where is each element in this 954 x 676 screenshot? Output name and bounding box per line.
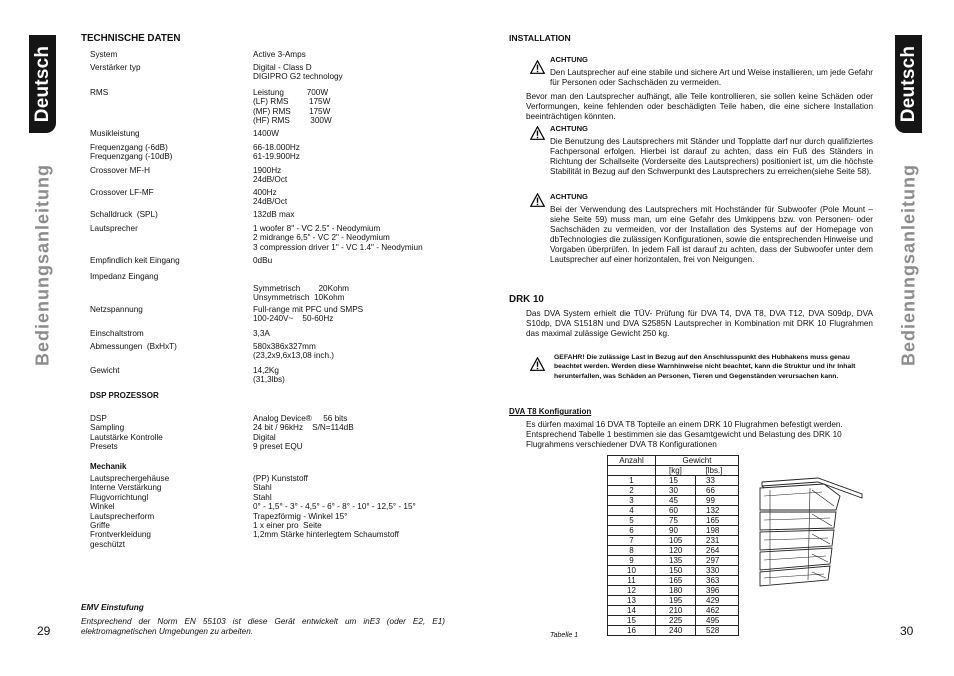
table-cell: 231 [696,536,739,546]
table-cell: 8 [608,546,656,556]
config-heading: DVA T8 Konfiguration [509,407,592,416]
table-cell: 210 [656,606,696,616]
table-cell: 195 [656,596,696,606]
section-heading-technical-data: TECHNISCHE DATEN [81,33,181,44]
table-cell: 9 [608,556,656,566]
table-cell: 3 [608,496,656,506]
table-row [608,576,739,586]
table-cell: 66 [696,486,739,496]
spec-label: Empfindlich keit Eingang [90,256,180,265]
spec-value: Leistung 700W (LF) RMS 175W (MF) RMS 175W (HF) RMS 300W [253,88,332,126]
table-cell: 45 [656,496,696,506]
spec-value: 400Hz 24dB/Oct [253,188,288,207]
warning-text: Die Benutzung des Lautsprechers mit Ständer und Topplatte darf nur durch qualifiziertes Fachpersonal erfolgen. Hierbei ist darauf zu achten, dass ein Fuß des Ständers in Richtung der Schallseite (Vorderseite des Lautsprechers) positioniert ist, um die höchste Stabilität in Bezug auf den Schwerpunkt des Lautsprechers zu erreichen(siehe Seite 58). [550,137,873,176]
language-tab [895,35,922,133]
table-cell: 264 [696,546,739,556]
table-cell: 5 [608,516,656,526]
table-cell: 240 [656,626,696,636]
spec-value: 1400W [253,129,279,138]
table-row [608,486,739,496]
spec-value: Symmetrisch 20Kohm Unsymmetrisch 10Kohm [253,284,350,303]
table-cell: 330 [696,566,739,576]
page-number-right: 30 [900,624,914,638]
table-cell: 13 [608,596,656,606]
table-row [608,496,739,506]
table-cell: 363 [696,576,739,586]
table-cell: 1 [608,476,656,486]
spec-value: Active 3-Amps [253,50,306,59]
language-tab [29,35,56,133]
section-heading-drk10: DRK 10 [509,294,544,305]
table-cell: 90 [656,526,696,536]
spec-value: 14,2Kg (31,3lbs) [253,366,285,385]
warning-title: ACHTUNG [550,55,588,64]
table-row [608,616,739,626]
table-cell: 396 [696,586,739,596]
page-number-left: 29 [37,624,51,638]
table-cell: 165 [696,516,739,526]
spec-label: Crossover MF-H [90,166,151,175]
drk10-paragraph: Das DVA System erhielt die TÜV- Prüfung für DVA T4, DVA T8, DVA T12, DVA S09dp, DVA S10dp, DVA S1518N und DVA S2585N Lautsprecher in Kombination mit DRK 10 Flugrahmen das maximal zulässige Gewicht 250 kg. [526,309,873,338]
table-cell: 2 [608,486,656,496]
spec-label: Schalldruck (SPL) [90,210,158,219]
spec-label: Einschaltstrom [90,329,144,338]
spec-value: 3,3A [253,329,270,338]
spec-label: Musikleistung [90,129,140,138]
warning-title: ACHTUNG [550,124,588,133]
table-cell: 15 [656,476,696,486]
dsp-value: Analog Device® 56 bits 24 bit / 96kHz S/N=114dB Digital 9 preset EQU [253,414,354,452]
header-count: Anzahl [608,456,656,466]
table-cell: 105 [656,536,696,546]
emv-text: Entsprechend der Norm EN 55103 ist diese Gerät entwickelt um inE3 (oder E2, E1) elektromagnetischen Umgebungen zu arbeiten. [81,617,445,636]
table-row [608,536,739,546]
spec-value: 66-18.000Hz 61-19.900Hz [253,143,300,162]
language-tab-label: Deutsch [31,45,53,123]
spec-label: Gewicht [90,366,120,375]
mechanics-heading: Mechanik [90,462,127,471]
spec-label: Netzspannung [90,305,143,314]
table-subheader-row [608,466,739,476]
table-row [608,506,739,516]
header-kg: [kg] [656,466,696,476]
table-cell: 6 [608,526,656,536]
table-cell: 60 [656,506,696,516]
spec-label: Impedanz Eingang [90,272,159,281]
table-cell: 10 [608,566,656,576]
language-tab-label: Deutsch [897,45,919,123]
mech-label: Lautsprechergehäuse Interne Verstärkung Flugvorrichtungl Winkel Lautsprecherform Griffe Frontverkleidung geschützt [90,474,170,549]
table-row [608,586,739,596]
table-cell: 30 [656,486,696,496]
table-cell: 33 [696,476,739,486]
warning-title: ACHTUNG [550,192,588,201]
dsp-label: DSP Sampling Lautstärke Kontrolle Presets [90,414,163,452]
table-cell: 165 [656,576,696,586]
table-cell: 225 [656,616,696,626]
table-cell: 297 [696,556,739,566]
spec-value: 1 woofer 8" - VC 2.5" - Neodymium 2 midrange 6,5" - VC 2" - Neodymium 3 compression driver 1" - VC 1.4" - Neodymiun [253,224,423,252]
emv-heading: EMV Einstufung [81,603,144,612]
table-cell: 16 [608,626,656,636]
table-cell: 429 [696,596,739,606]
table-caption: Tabelle 1 [550,632,579,639]
table-cell: 99 [696,496,739,506]
spec-value: 1900Hz 24dB/Oct [253,166,288,185]
table-cell: 7 [608,536,656,546]
spec-value: 580x386x327mm (23,2x9,6x13,08 inch.) [253,342,335,361]
header-empty [608,466,656,476]
table-cell: 135 [656,556,696,566]
installation-paragraph: Bevor man den Lautsprecher aufhängt, alle Teile kontrollieren, sie sollen keine Schäden oder Verformungen, keine fehlenden oder beschädigten Teile haben, die eine sichere Installation beeinträchtigen könnten. [526,92,873,121]
spec-value: Digital - Class D DIGIPRO G2 technology [253,63,343,82]
table-header-row [608,456,739,466]
spec-label: System [90,50,118,59]
spec-value: Full-range mit PFC und SMPS 100-240V~ 50-60Hz [253,305,364,324]
spec-label: Lautsprecher [90,224,138,233]
table-row [608,566,739,576]
spec-value: 0dBu [253,256,273,265]
manual-title: Bedienungsanleitung [32,163,52,367]
warning-icon [530,193,545,207]
warning-icon [530,60,545,74]
table-row [608,546,739,556]
table-cell: 11 [608,576,656,586]
table-cell: 150 [656,566,696,576]
manual-title: Bedienungsanleitung [898,163,918,367]
header-weight: Gewicht [656,456,739,466]
table-cell: 132 [696,506,739,516]
table-cell: 120 [656,546,696,556]
spec-label: Verstärker typ [90,63,141,72]
danger-text: GEFAHR! Die zulässige Last in Bezug auf den Anschlusspunkt des Hubhakens muss genau beachtet werden. Werden diese Warnhinweise nicht beachtet, kann die Struktur und ihr Inhalt herunterfallen, was Schäden an Personen, Tieren und Gegenständen verursachen kann. [554,354,856,380]
table-row [608,556,739,566]
warning-text: Den Lautsprecher auf eine stabile und sichere Art und Weise installieren, um jede Gefahr für Personen oder Sachschäden zu vermeiden. [550,68,873,87]
table-cell: 12 [608,586,656,596]
warning-text: Bei der Verwendung des Lautsprechers mit Hochständer für Subwoofer (Pole Mount – siehe Seite 59) muss man, um eine Gefahr des Umkippens bzw. von Personen- oder Sachschäden zu vermeiden, vor der Installation des Systems auf der Homepage von dbTechnologies die zulässigen Konfigurationen, sowie die entsprechenden Hinweise und Vorgaben überprüfen. In jedem Fall ist darauf zu achten, dass der Subwoofer unter dem Lautsprecher auf einer horizontalen, frei von Neigungen. [550,205,873,264]
spec-value: 132dB max [253,210,295,219]
danger-icon [530,357,545,371]
table-row [608,626,739,636]
dsp-heading: DSP PROZESSOR [90,391,159,400]
table-cell: 14 [608,606,656,616]
weight-table [607,455,739,636]
table-row [608,606,739,616]
section-heading-installation: INSTALLATION [509,33,571,43]
mech-value: (PP) Kunststoff Stahl Stahl 0° - 1,5° - 3° - 4,5° - 6° - 8° - 10° - 12,5° - 15° Trapezförmig - Winkel 15° 1 x einer pro Seite 1,2mm Stärke hinterlegtem Schaumstoff [253,474,416,540]
table-row [608,516,739,526]
config-paragraph: Es dürfen maximal 16 DVA T8 Topteile an einem DRK 10 Flugrahmen befestigt werden. Entsprechend Tabelle 1 bestimmen sie das Gesamtgewicht und Belastung des DRK 10 Flugrahmens verschiedener DVA T8 Konfigurationen [526,420,843,449]
table-cell: 528 [696,626,739,636]
header-lbs: [lbs.] [696,466,739,476]
warning-icon [530,126,545,140]
spec-label: RMS [90,88,109,97]
table-row [608,526,739,536]
table-cell: 4 [608,506,656,516]
table-cell: 15 [608,616,656,626]
spec-label: Abmessungen (BxHxT) [90,342,177,351]
spec-label: Frequenzgang (-6dB) Frequenzgang (-10dB) [90,143,173,162]
table-cell: 462 [696,606,739,616]
table-cell: 495 [696,616,739,626]
table-cell: 180 [656,586,696,596]
line-array-illustration [754,476,864,588]
table-row [608,596,739,606]
table-cell: 198 [696,526,739,536]
table-cell: 75 [656,516,696,526]
spec-label: Crossover LF-MF [90,188,154,197]
table-row [608,476,739,486]
